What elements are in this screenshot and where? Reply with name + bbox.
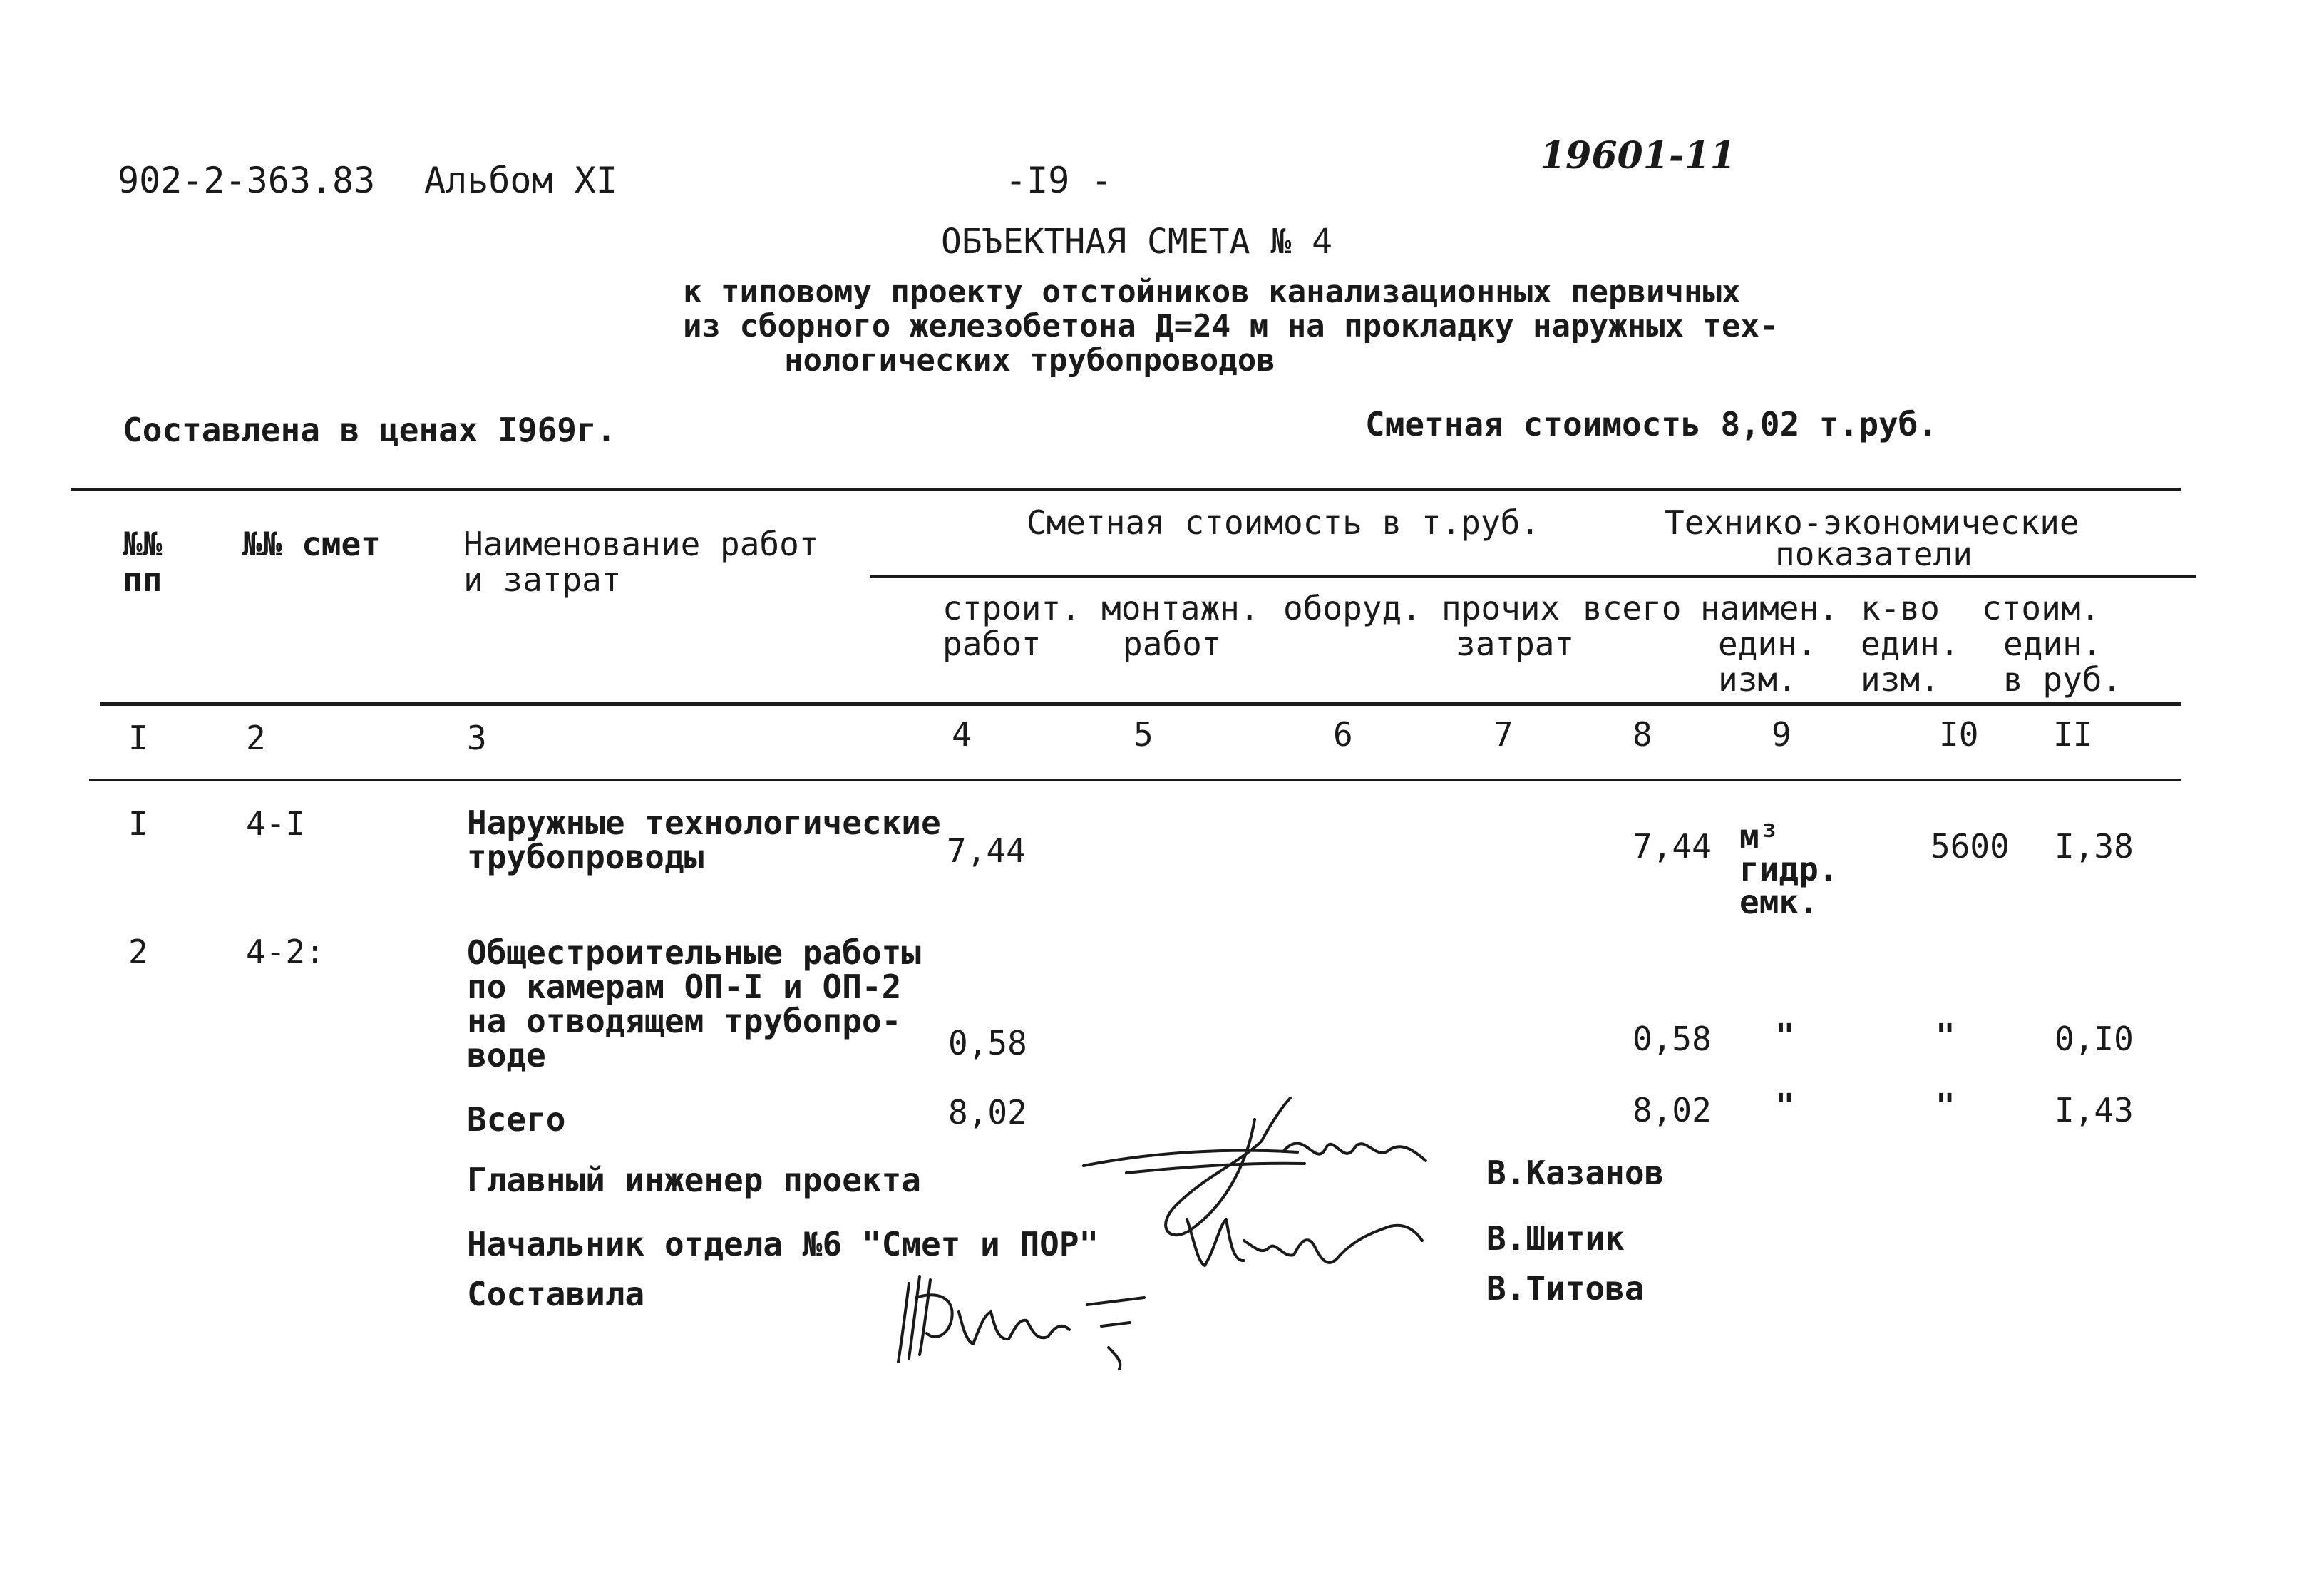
col-header-name: Наименование работ и затрат [463, 525, 819, 599]
col-header-estimate: №№ смет [242, 525, 381, 563]
estimated-cost: Сметная стоимость 8,02 т.руб. [1365, 405, 1938, 443]
row-total: 0,58 [1633, 1020, 1712, 1058]
signature-role-department-head: Начальник отдела №6 "Смет и ПОР" [467, 1225, 1099, 1263]
row-total: 7,44 [1633, 827, 1712, 866]
group-header-rule [870, 575, 2196, 578]
row-unit-cost: 0,I0 [2055, 1020, 2134, 1058]
row-unit: м³ гидр. емк. [1739, 817, 1839, 921]
group-header-indicators-2: показатели [1775, 535, 1973, 573]
signature-mark-compiler [888, 1255, 1158, 1376]
row-unit: " [1775, 1017, 1795, 1055]
row-unit: " [1775, 1087, 1795, 1125]
col-header-other: прочих затрат [1441, 589, 1575, 663]
album-label: Альбом XI [424, 160, 617, 201]
col-number-7: 7 [1493, 715, 1513, 754]
subtitle-line-3: нологических трубопроводов [784, 342, 1275, 379]
col-number-5: 5 [1133, 715, 1153, 754]
row-total: 8,02 [1633, 1091, 1712, 1129]
signature-name-department-head: В.Шитик [1486, 1219, 1625, 1258]
col-header-num: №№ пп [123, 525, 163, 599]
document-title: ОБЪЕКТНАЯ СМЕТА № 4 [941, 222, 1333, 262]
col-header-unit: наимен. един. изм. [1700, 589, 1839, 699]
page-number: -I9 - [1005, 160, 1113, 201]
col-number-3: 3 [467, 719, 487, 757]
signature-role-chief-engineer: Главный инженер проекта [467, 1161, 921, 1199]
table-top-rule [71, 488, 2181, 491]
col-number-10: I0 [1939, 715, 1979, 754]
col-number-4: 4 [952, 715, 972, 754]
col-header-build: строит. работ [942, 589, 1081, 663]
col-header-equipment: оборуд. [1283, 589, 1421, 627]
row-unit-cost: I,43 [2055, 1091, 2134, 1129]
header-bottom-rule [100, 702, 2181, 706]
col-header-mount: монтажн. работ [1101, 589, 1260, 663]
row-qty: 5600 [1930, 827, 2010, 866]
group-header-cost: Сметная стоимость в т.руб. [1027, 503, 1541, 542]
row-estimate: 4-I [246, 804, 306, 843]
row-num: 2 [128, 933, 148, 971]
row-num: I [128, 804, 148, 843]
row-build-cost: 8,02 [948, 1093, 1027, 1132]
project-code: 902-2-363.83 [118, 160, 376, 201]
signature-name-chief-engineer: В.Казанов [1486, 1154, 1665, 1192]
row-estimate: 4-2: [246, 933, 325, 971]
row-build-cost: 7,44 [947, 831, 1026, 870]
col-number-9: 9 [1772, 715, 1791, 754]
col-number-rule [89, 779, 2181, 781]
row-qty: " [1935, 1017, 1955, 1055]
subtitle-line-1: к типовому проекту отстойников канализационных первичных [683, 274, 1741, 310]
col-header-qty: к-во един. изм. [1861, 589, 1960, 699]
row-unit-cost: I,38 [2055, 827, 2134, 866]
signature-name-compiler: В.Титова [1486, 1269, 1645, 1308]
row-qty: " [1935, 1087, 1955, 1125]
signature-mark-department-head [1176, 1198, 1433, 1283]
col-header-total: всего [1583, 589, 1682, 627]
signature-role-compiler: Составила [467, 1275, 645, 1313]
col-header-unit-cost: стоим. един. в руб. [1982, 589, 2122, 699]
handwritten-number: 19601-11 [1540, 134, 1736, 178]
col-number-11: II [2053, 715, 2093, 754]
row-name: Наружные технологические трубопроводы [467, 804, 941, 876]
row-build-cost: 0,58 [948, 1024, 1027, 1062]
row-name: Всего [467, 1100, 566, 1139]
subtitle-line-2: из сборного железобетона Д=24 м на прокладку наружных тех- [683, 308, 1779, 344]
col-number-1: I [128, 719, 148, 757]
prices-note: Составлена в ценах I969г. [123, 411, 617, 449]
row-name: Общестроительные работы по камерам ОП-I и ОП-2 на отводящем трубопро- воде [467, 933, 921, 1074]
group-header-indicators-1: Технико-экономические [1665, 503, 2079, 542]
col-number-8: 8 [1633, 715, 1652, 754]
col-number-2: 2 [246, 719, 266, 757]
col-number-6: 6 [1333, 715, 1353, 754]
